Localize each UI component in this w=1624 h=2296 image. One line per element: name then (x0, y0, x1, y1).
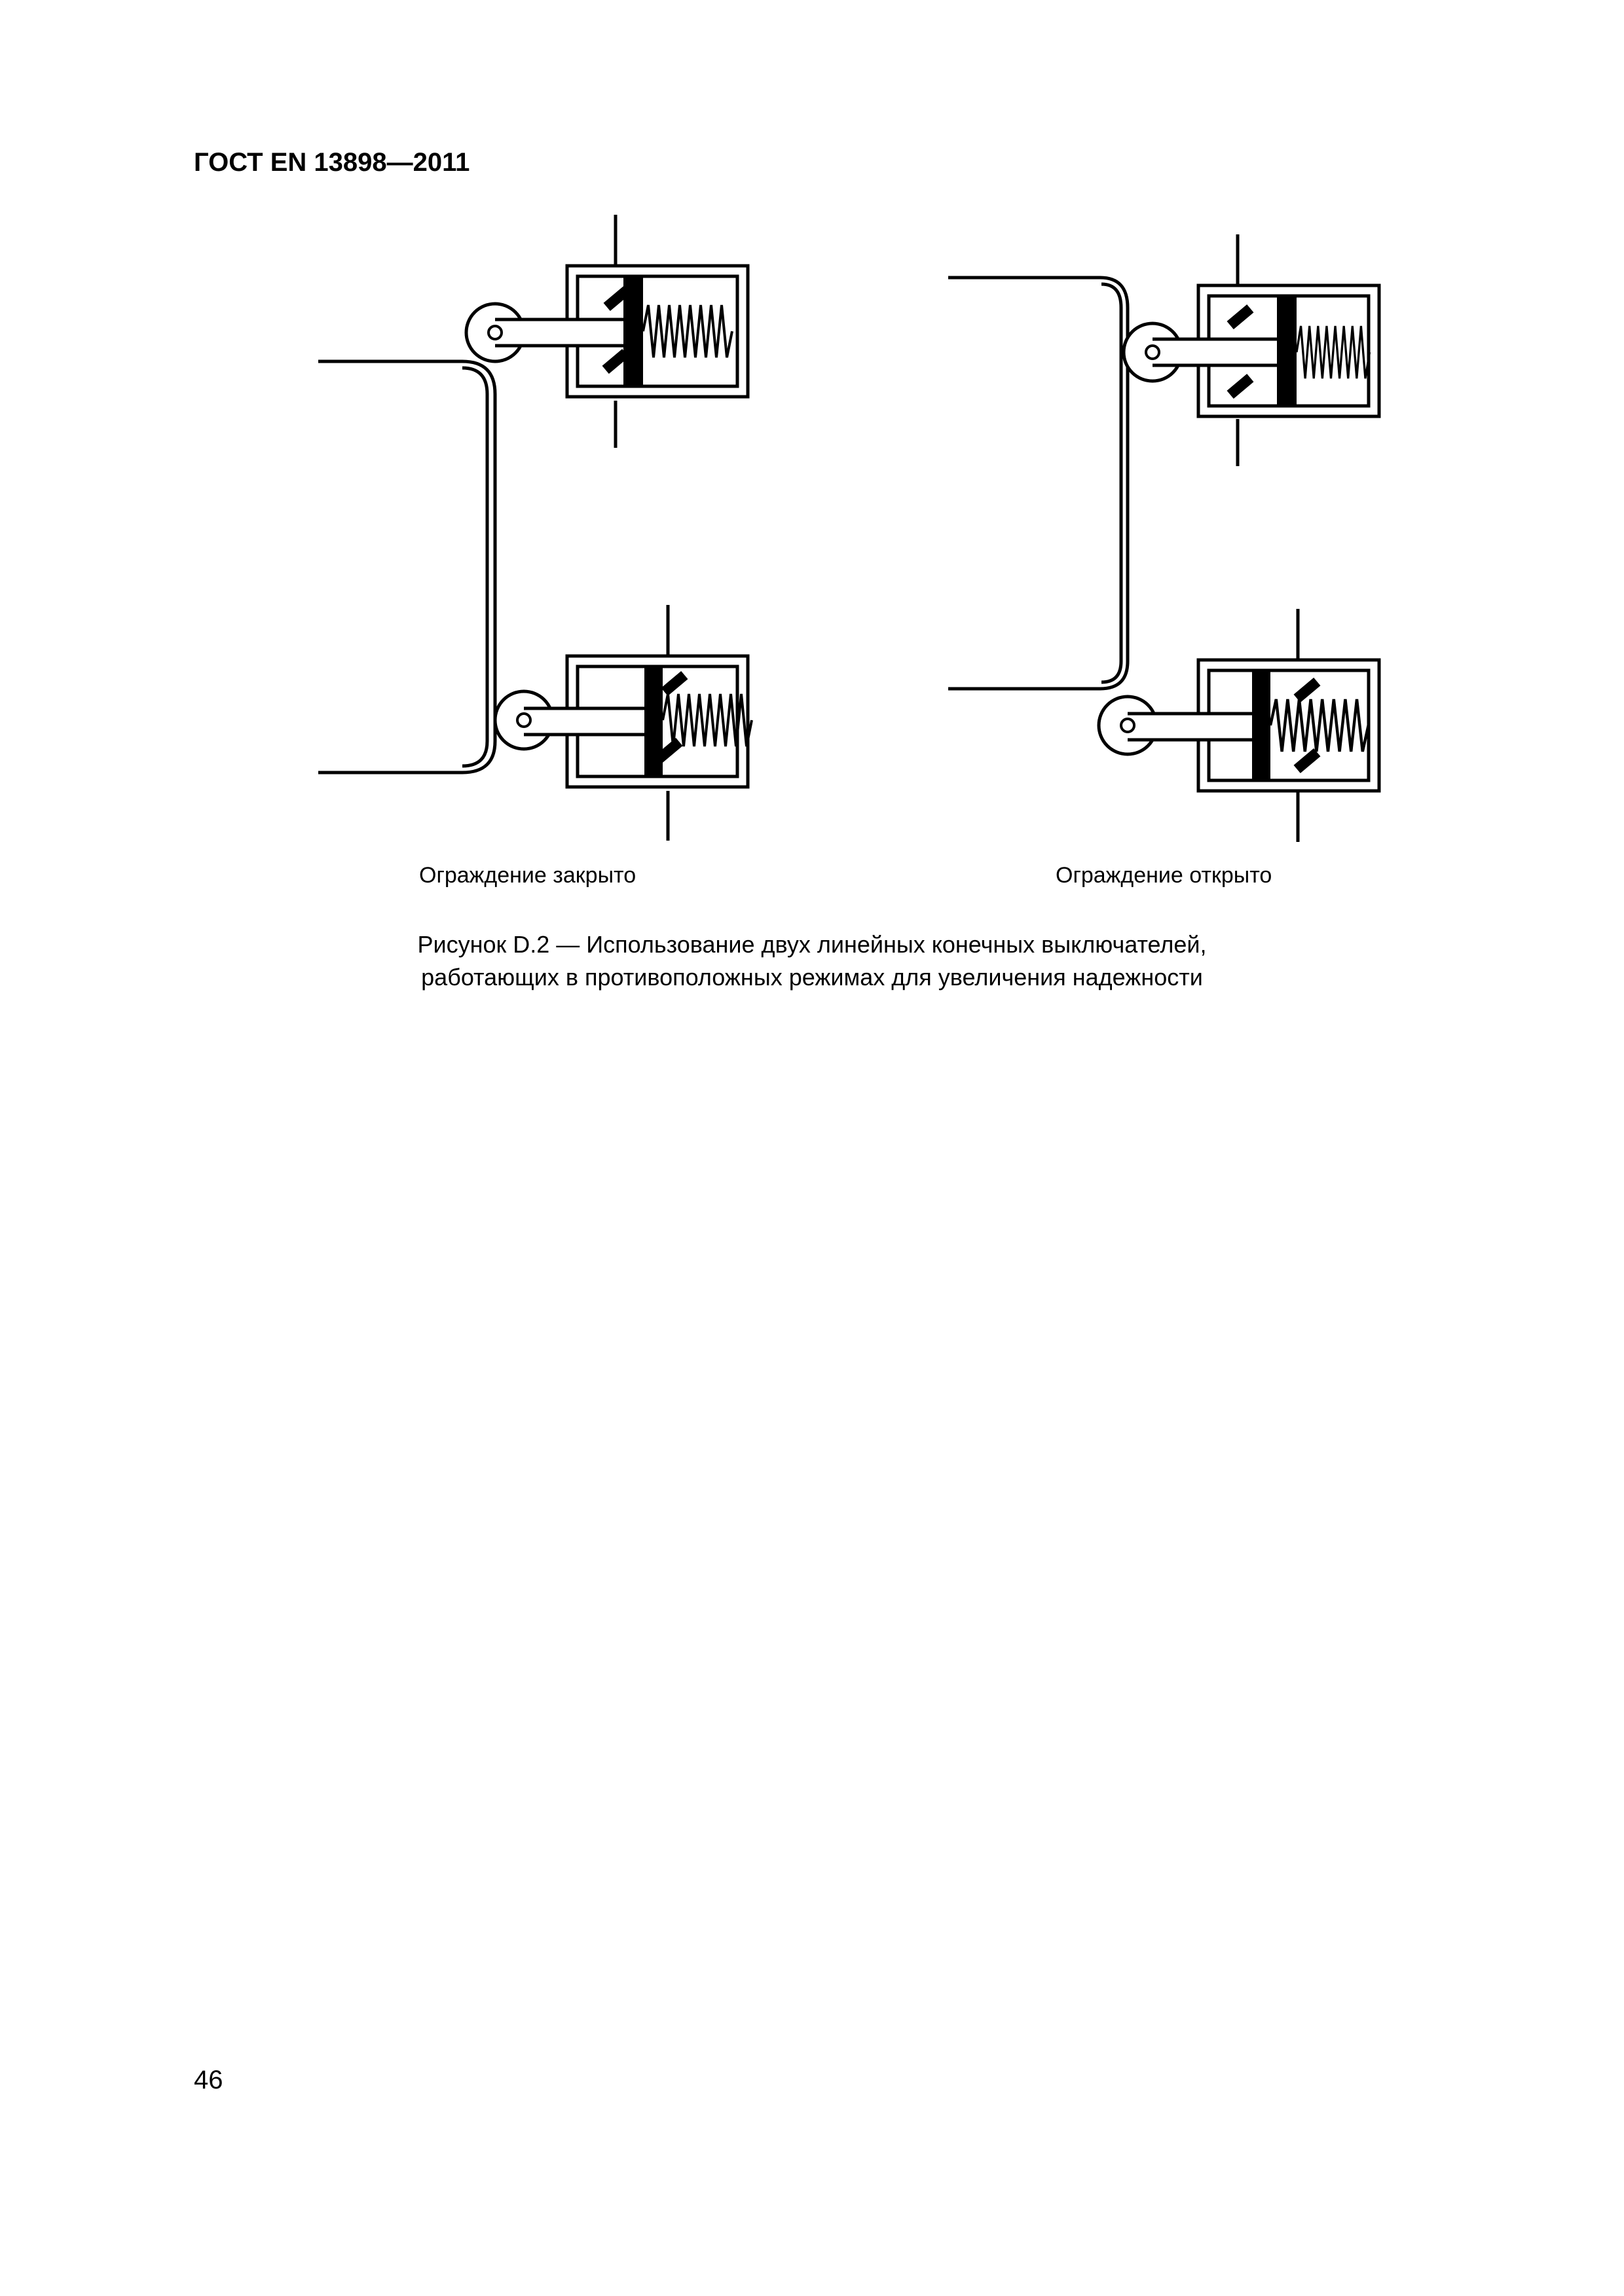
caption-line-2: работающих в противоположных режимах для увеличения надежности (421, 964, 1203, 991)
lower-switch-closed (495, 605, 752, 841)
document-code: ГОСТ EN 13898—2011 (194, 148, 470, 177)
guard-door-open (948, 278, 1128, 689)
label-guard-closed: Ограждение закрыто (419, 863, 637, 888)
upper-switch-open (1124, 234, 1379, 466)
limit-switch-figure (0, 0, 1624, 917)
label-guard-open: Ограждение открыто (1056, 863, 1272, 888)
guard-open-diagram (948, 234, 1379, 842)
caption-line-1: Рисунок D.2 — Использование двух линейных конечных выключателей, (417, 931, 1207, 958)
figure-caption (0, 928, 1624, 994)
upper-switch-closed (466, 215, 748, 448)
guard-closed-diagram (318, 215, 752, 841)
page-number: 46 (194, 2066, 223, 2094)
lower-switch-open (1099, 609, 1379, 842)
guard-door-closed (318, 361, 495, 773)
